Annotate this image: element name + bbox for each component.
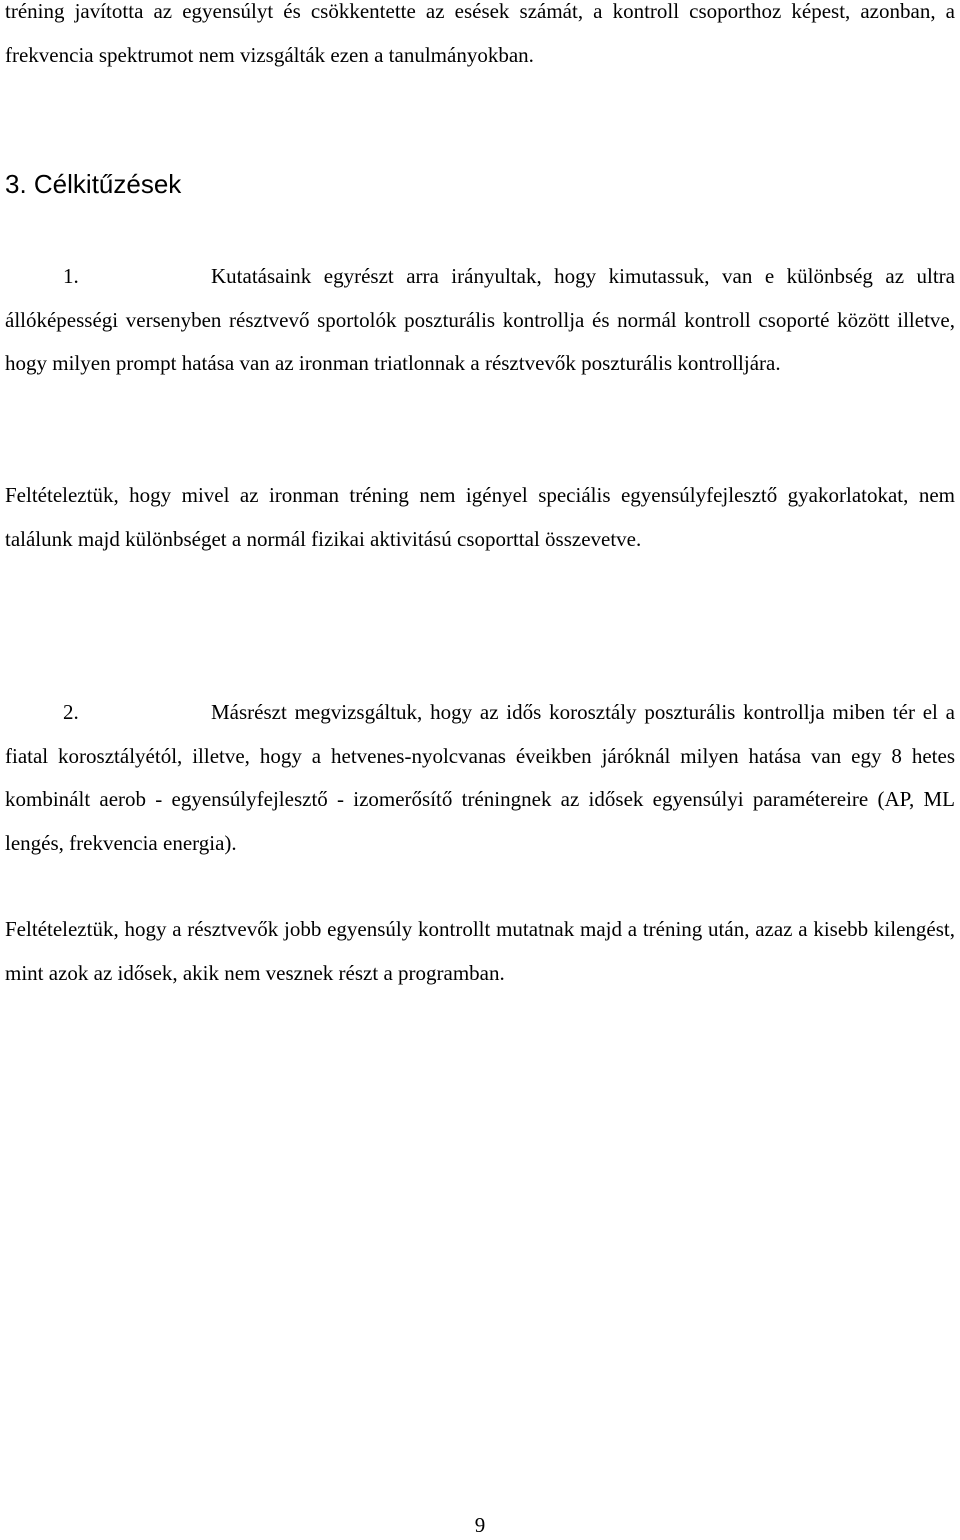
hypothesis-paragraph-2: Feltételeztük, hogy a résztvevők jobb egyensúly kontrollt mutatnak majd a tréning után, azaz a kisebb kilengést, mint azok az idősek, akik nem vesznek részt a programban. xyxy=(5,917,955,985)
section-heading: 3. Célkitűzések xyxy=(5,169,182,199)
hypothesis-paragraph-1: Feltételeztük, hogy mivel az ironman tréning nem igényel speciális egyensúlyfejlesztő gyakorlatokat, nem találunk majd különbséget a normál fizikai aktivitású csoporttal összevetve. xyxy=(5,483,955,551)
page-number: 9 xyxy=(474,1513,486,1537)
intro-paragraph: tréning javította az egyensúlyt és csökkentette az esések számát, a kontroll csoporthoz képest, azonban, a frekvencia spektrumot nem vizsgálták ezen a tanulmányokban. xyxy=(5,0,955,67)
goal-number: 2. xyxy=(63,700,79,724)
goal-number: 1. xyxy=(63,264,79,288)
goal-text: Másrészt megvizsgáltuk, hogy az idős korosztály poszturális kontrollja miben tér el a fiatal korosztályétól, illetve, hogy a hetvenes-nyolcvanas éveikben járóknál milyen hatása van egy 8 hetes kombinált aerob - egyensúlyfejlesztő - izomerősítő tréningnek az idősek egyensúlyi paramétereire (AP, ML lengés, frekvencia energia). xyxy=(5,700,955,855)
goal-item-1 xyxy=(5,255,955,386)
goal-item-2 xyxy=(5,691,955,865)
goal-text: Kutatásaink egyrészt arra irányultak, hogy kimutassuk, van e különbség az ultra állóképességi versenyben résztvevő sportolók poszturális kontrollja és normál kontroll csoporté között illetve, hogy milyen prompt hatása van az ironman triatlonnak a résztvevők poszturális kontrolljára. xyxy=(5,264,955,375)
